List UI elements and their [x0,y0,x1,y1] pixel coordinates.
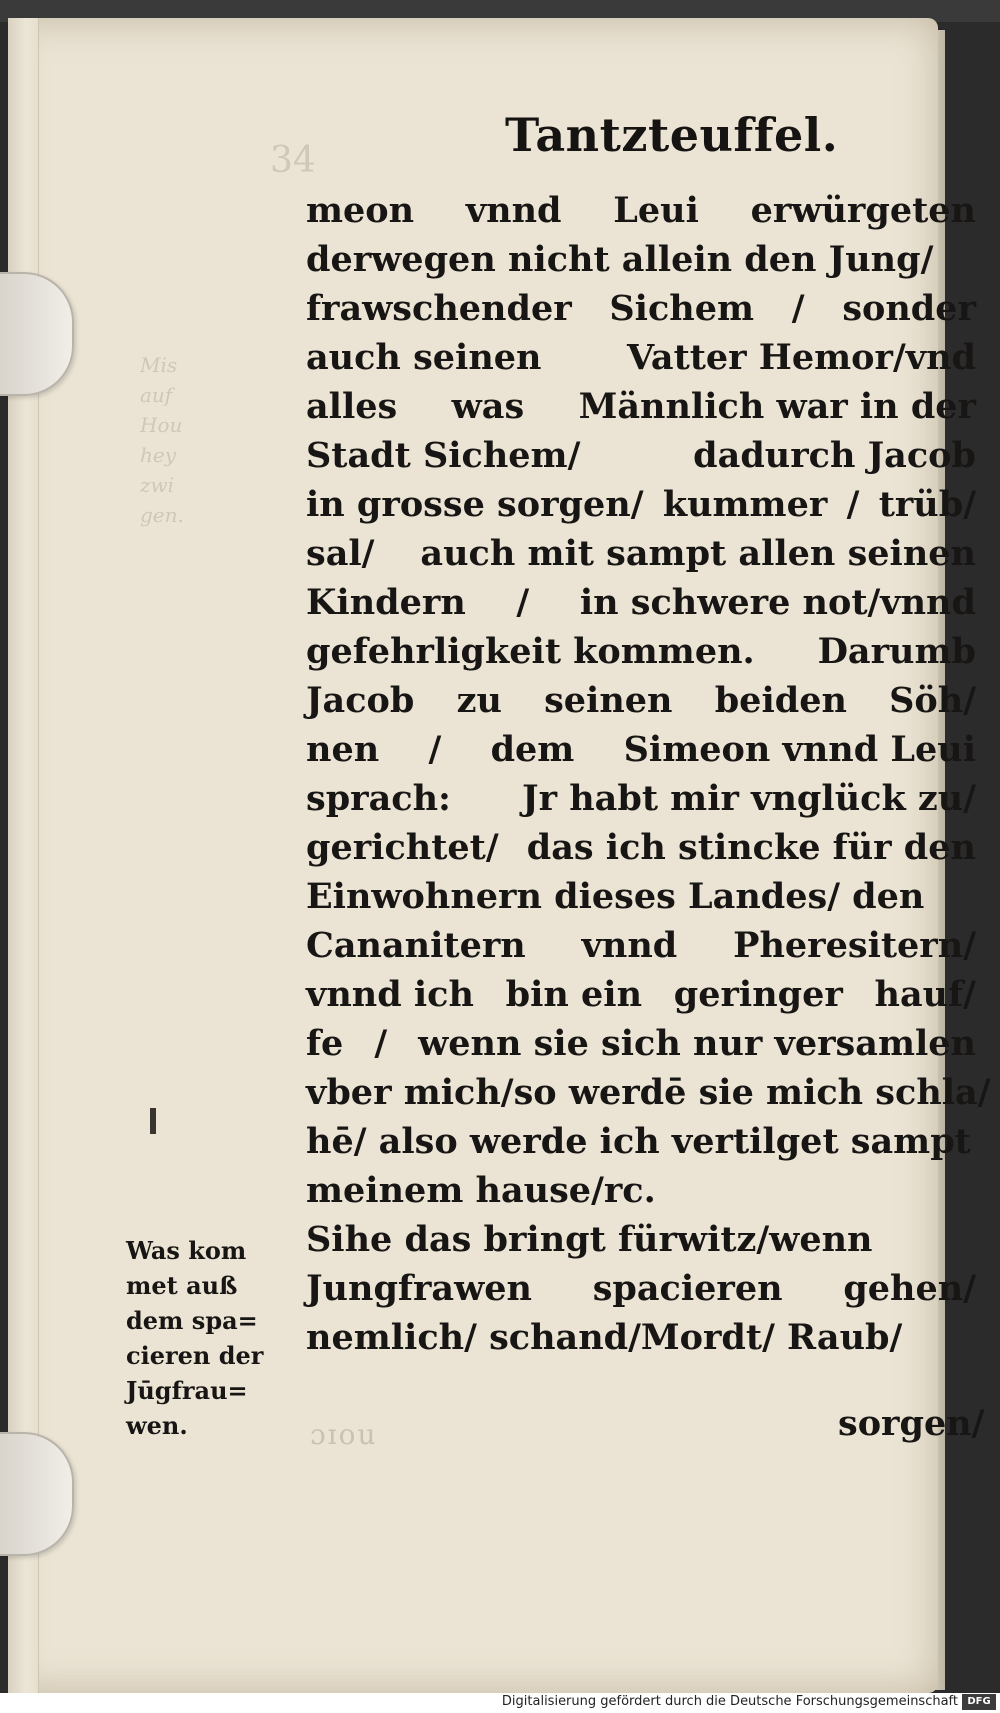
text-segment: auch mit sampt allen seinen [420,533,976,574]
text-segment: gerichtet/ [306,827,499,868]
footer-credit: Digitalisierung gefördert durch die Deutsche Forschungsgemeinschaft [501,1694,958,1709]
text-line [306,921,976,970]
text-line [306,970,976,1019]
text-segment: so werdē sie mich schla/ [513,1072,991,1113]
text-segment: meinem hause/rc. [306,1170,656,1211]
text-line [306,186,976,235]
text-line [306,431,976,480]
text-segment: sal/ [306,533,375,574]
text-segment: Cananitern [306,925,526,966]
text-segment: vnnd [581,925,678,966]
marginal-note-line: wen. [126,1411,188,1440]
text-segment: / [791,288,805,329]
text-line [306,1264,976,1313]
dfg-logo: DFG [962,1694,996,1710]
text-segment: / [428,729,442,770]
text-segment: dem [490,729,575,770]
text-segment: trüb/ [878,484,976,525]
text-segment: Darumb [817,631,976,672]
text-segment: nemlich/ schand/Mordt/ Raub/ [306,1317,903,1358]
text-line [306,382,976,431]
text-line [306,529,976,578]
text-segment: das ich stincke für den [526,827,976,868]
marginal-note-line: met auß [126,1271,238,1300]
text-segment: Sihe das bringt fürwitz/wenn [306,1219,873,1260]
text-segment: meon [306,190,415,231]
marginal-note-line: Was kom [126,1236,247,1265]
text-segment: Jungfrawen [306,1268,532,1309]
marginal-note-line: dem spa= [126,1306,258,1335]
page-clip-top [0,272,74,396]
text-segment: hē/ also werde ich vertilget sampt [306,1121,971,1162]
main-text-block [306,186,991,1362]
text-segment: Jacob [306,680,415,721]
text-segment: Söh/ [889,680,976,721]
marginal-note [126,1233,296,1443]
text-segment: vnnd ich [306,974,474,1015]
text-segment: sprach: [306,778,451,819]
text-segment: Stadt Sichem/ [306,435,581,476]
text-segment: nen [306,729,380,770]
text-segment: / [846,484,860,525]
text-segment: Kindern [306,582,466,623]
text-segment: / [516,582,530,623]
marginal-note-line: cieren der [126,1341,264,1370]
text-line [306,725,976,774]
text-segment: Simeon vnnd Leui [623,729,976,770]
text-segment: erwürgeten [750,190,976,231]
running-head: Tantzteuffel. [505,108,839,162]
text-segment: Pheresitern/ [733,925,976,966]
text-segment: in schwere not/vnnd [579,582,976,623]
text-segment: alles [306,386,398,427]
text-segment: Sichem [609,288,755,329]
catchword: sorgen/ [838,1403,985,1444]
text-segment: sonder [842,288,976,329]
text-segment: hauf/ [874,974,976,1015]
text-segment: beiden [714,680,847,721]
text-segment: Leui [613,190,699,231]
text-line [306,1117,976,1166]
text-segment: wenn sie sich nur versamlen [418,1023,976,1064]
text-line [306,578,976,627]
text-segment: kummer [662,484,828,525]
text-segment: dadurch Jacob [693,435,976,476]
text-segment: gehen/ [843,1268,976,1309]
show-through-marginalia: Mis auf Hou hey zwi gen. [140,353,184,527]
text-segment: geringer [673,974,843,1015]
text-segment: Jr habt mir vnglück zu/ [522,778,976,819]
text-line [306,627,976,676]
text-segment: derwegen nicht allein den Jung/ [306,239,934,280]
text-line [306,872,976,921]
text-line [306,284,976,333]
text-segment: gefehrligkeit kommen. [306,631,755,672]
text-segment: vnnd [465,190,562,231]
text-segment: bin ein [505,974,643,1015]
text-line [306,480,976,529]
text-segment: Einwohnern dieses Landes/ den [306,876,925,917]
text-segment: seinen [544,680,673,721]
text-segment: auch seinen [306,337,542,378]
text-line [306,676,976,725]
text-segment: vber mich/ [306,1072,514,1113]
text-segment: Männlich war in der [578,386,976,427]
show-through-ink-bottom: ɔɪou [310,1418,378,1451]
marginal-note-line: Jūgfrau= [126,1376,248,1405]
text-line [306,1313,976,1362]
text-segment: zu [456,680,502,721]
page-clip-bottom [0,1432,74,1556]
text-segment: spacieren [592,1268,783,1309]
text-line [306,235,976,284]
text-line [306,1215,976,1264]
text-line [306,1019,976,1068]
text-line [306,823,976,872]
text-segment: Vatter Hemor/vnd [626,337,976,378]
text-segment: was [451,386,525,427]
margin-mark [150,1108,156,1134]
text-segment: frawschender [306,288,572,329]
text-line [306,774,976,823]
show-through-ink: 34 [270,140,316,181]
text-line [306,1068,991,1117]
text-segment: in grosse sorgen/ [306,484,644,525]
text-line [306,1166,976,1215]
text-line [306,333,976,382]
text-segment: fe [306,1023,344,1064]
text-segment: / [374,1023,388,1064]
